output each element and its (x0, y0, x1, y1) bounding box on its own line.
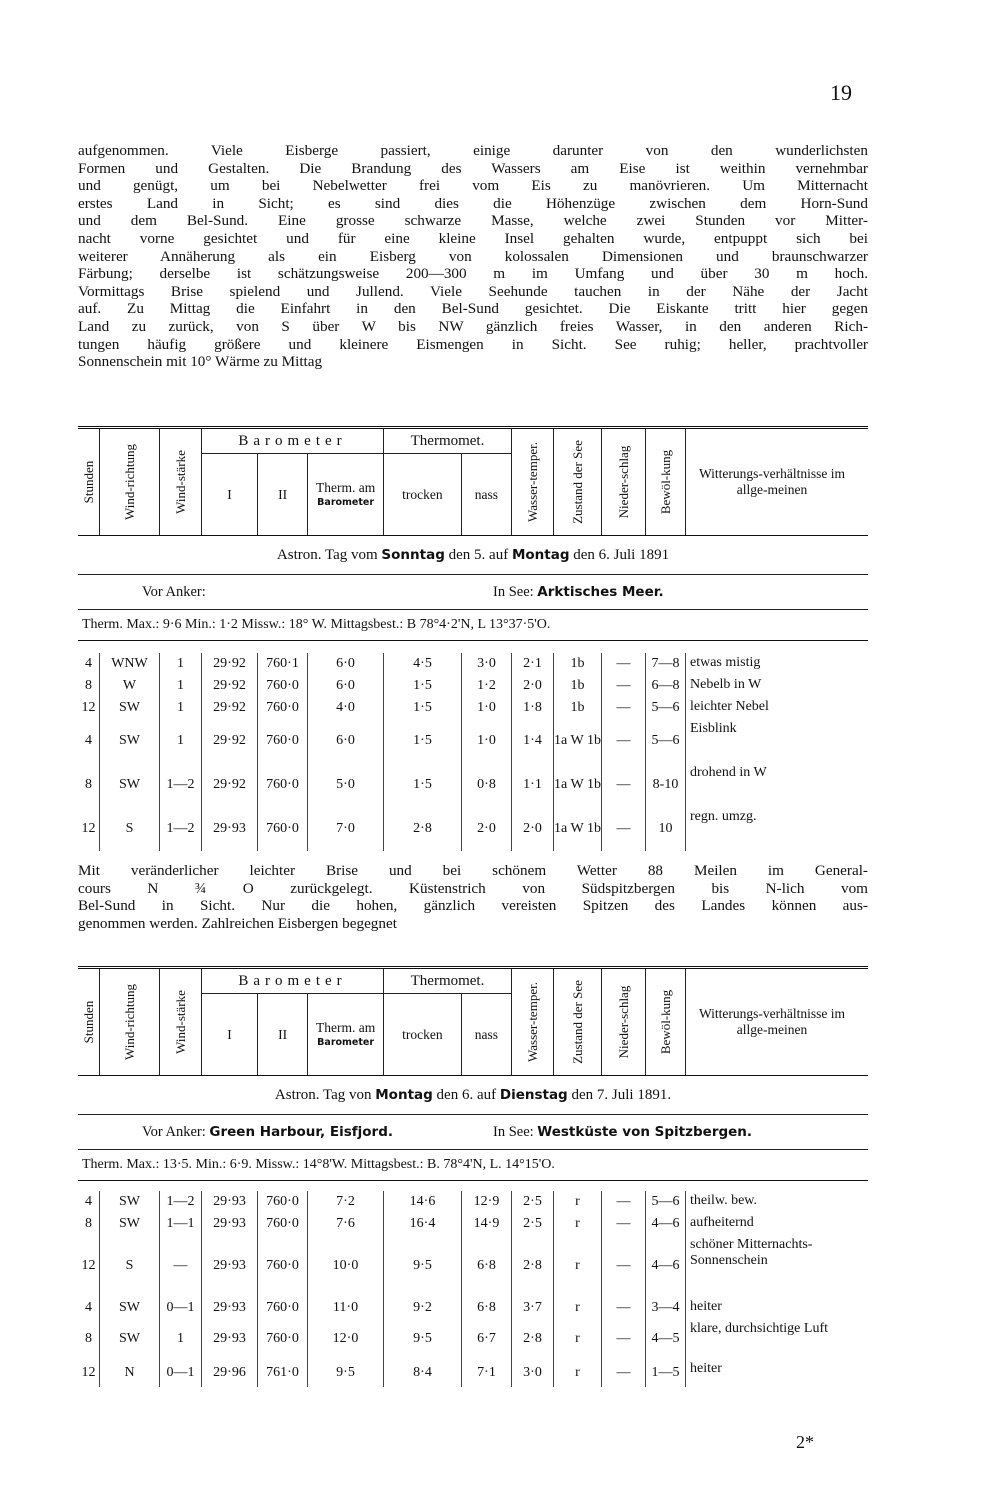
title-day-to: Dienstag (499, 1087, 568, 1103)
cell-wassertemperatur: 2·0 (512, 807, 554, 851)
cell-bewoelkung: 4—5 (646, 1319, 686, 1359)
cell-therm-am-barometer: 5·0 (308, 763, 384, 807)
cell-trocken: 1·5 (384, 719, 462, 763)
title-text: den 5. auf (444, 547, 512, 563)
cell-witterung: schöner Mitternachts-Sonnenschein (690, 1237, 813, 1268)
text-line: Mit veränderlicher leichter Brise und bei schönem Wetter 88 Meilen im General- (78, 862, 868, 879)
cell-stunde: 8 (78, 763, 100, 807)
cell-bewoelkung: 8-10 (646, 763, 686, 807)
text-line: auf. Zu Mittag die Einfahrt in den Bel-Sund gesichtet. Die Eiskante tritt hier gegen (78, 300, 868, 318)
text-line: Vormittags Brise spielend und Jullend. Viele Seehunde tauchen in der Nähe der Jacht (78, 282, 868, 300)
astron-day-title (78, 1076, 868, 1115)
cell-niederschlag: — (602, 1191, 646, 1213)
cell-niederschlag: — (602, 1213, 646, 1235)
table-row (78, 1191, 868, 1213)
cell-barometer-i: 29·92 (202, 719, 258, 763)
header-windrichtung: Wind-richtung (121, 983, 137, 1061)
cell-barometer-ii: 760·0 (258, 763, 308, 807)
sea-label: In See: (493, 1124, 538, 1140)
table-header (78, 969, 868, 1076)
table-body (78, 1181, 868, 1387)
cell-stunde: 8 (78, 1319, 100, 1359)
text-line: Sonnenschein mit 10° Wärme zu Mittag (78, 353, 323, 371)
header-baro-ii: II (258, 994, 308, 1075)
cell-stunde: 12 (78, 807, 100, 851)
anchor-value: Green Harbour, Eisfjord. (209, 1124, 393, 1140)
header-niederschlag: Nieder-schlag (615, 445, 631, 519)
cell-barometer-ii: 760·0 (258, 1235, 308, 1297)
text-line: nacht vorne gesichtet und für eine kleine Insel gehalten wurde, entpuppt sich bei (78, 229, 868, 247)
header-zustand: Zustand der See (569, 440, 585, 524)
text-line: Formen und Gestalten. Die Brandung des Wassers am Eise ist weithin vernehmbar (78, 159, 868, 177)
table-row (78, 697, 868, 719)
cell-windrichtung: SW (100, 719, 160, 763)
cell-wassertemperatur: 1·4 (512, 719, 554, 763)
cell-stunde: 12 (78, 1359, 100, 1387)
cell-windstaerke: 1—2 (160, 763, 202, 807)
header-thermomet: Thermomet. (384, 969, 511, 994)
cell-therm-am-barometer: 7·2 (308, 1191, 384, 1213)
cell-barometer-ii: 760·0 (258, 1297, 308, 1319)
cell-wassertemperatur: 3·0 (512, 1359, 554, 1387)
cell-windrichtung: S (100, 807, 160, 851)
cell-witterung: leichter Nebel (690, 699, 769, 714)
cell-barometer-i: 29·93 (202, 1191, 258, 1213)
header-wassertemper: Wasser-temper. (524, 982, 540, 1062)
header-trocken: trocken (384, 994, 462, 1075)
cell-wassertemperatur: 3·7 (512, 1297, 554, 1319)
table-row (78, 763, 868, 807)
cell-therm-am-barometer: 4·0 (308, 697, 384, 719)
header-witterung: Witterungs-verhältnisse im allge-meinen (698, 1006, 846, 1037)
cell-windstaerke: 0—1 (160, 1359, 202, 1387)
sea-label: In See: (493, 584, 538, 600)
title-text: den 6. auf (432, 1087, 500, 1103)
table-row (78, 675, 868, 697)
weather-table-july-5-6 (78, 426, 868, 851)
cell-witterung: etwas mistig (690, 655, 761, 670)
cell-wassertemperatur: 1·1 (512, 763, 554, 807)
cell-zustand-see: 1b (554, 675, 602, 697)
cell-windstaerke: 1—2 (160, 1191, 202, 1213)
text-line: aufgenommen. Viele Eisberge passiert, einige darunter von den wunderlichsten (78, 142, 868, 159)
cell-trocken: 4·5 (384, 653, 462, 675)
cell-witterung: theilw. bew. (690, 1193, 757, 1208)
header-windstaerke: Wind-stärke (172, 990, 188, 1054)
cell-trocken: 9·5 (384, 1235, 462, 1297)
cell-barometer-i: 29·92 (202, 697, 258, 719)
cell-windrichtung: SW (100, 697, 160, 719)
cell-trocken: 9·5 (384, 1319, 462, 1359)
header-zustand: Zustand der See (569, 980, 585, 1064)
header-baro-i: I (202, 994, 258, 1075)
header-niederschlag: Nieder-schlag (615, 985, 631, 1059)
cell-nass: 2·0 (462, 807, 512, 851)
cell-windstaerke: 1 (160, 653, 202, 675)
cell-zustand-see: r (554, 1235, 602, 1297)
cell-nass: 7·1 (462, 1359, 512, 1387)
cell-windstaerke: 0—1 (160, 1297, 202, 1319)
cell-bewoelkung: 5—6 (646, 1191, 686, 1213)
cell-stunde: 4 (78, 719, 100, 763)
header-baro-ii: II (258, 454, 308, 535)
text-line: genommen werden. Zahlreichen Eisbergen begegnet (78, 914, 397, 932)
cell-barometer-i: 29·93 (202, 1213, 258, 1235)
therm-summary: Therm. Max.: 13·5. Min.: 6·9. Missw.: 14°8'W. Mittagsbest.: B. 78°4'N, L. 14°15'O. (78, 1150, 868, 1181)
text-line: und genügt, um bei Nebelwetter frei vom Eis zu manövrieren. Um Mitternacht (78, 177, 868, 195)
text-line: und dem Bel-Sund. Eine grosse schwarze Masse, welche zwei Stunden vor Mitter- (78, 212, 868, 230)
cell-wassertemperatur: 2·8 (512, 1319, 554, 1359)
cell-witterung: Eisblink (690, 721, 737, 736)
cell-niederschlag: — (602, 719, 646, 763)
cell-witterung: klare, durchsichtige Luft (690, 1321, 829, 1336)
header-barometer-small: Barometer (317, 496, 375, 508)
header-trocken: trocken (384, 454, 462, 535)
anchor-row (78, 1115, 868, 1150)
cell-windstaerke: 1 (160, 1319, 202, 1359)
header-barometer: Barometer (202, 969, 383, 994)
cell-niederschlag: — (602, 1235, 646, 1297)
therm-summary: Therm. Max.: 9·6 Min.: 1·2 Missw.: 18° W. Mittagsbest.: B 78°4·2'N, L 13°37·5'O. (78, 610, 868, 641)
header-barometer: Barometer (202, 429, 383, 454)
cell-niederschlag: — (602, 763, 646, 807)
cell-stunde: 12 (78, 697, 100, 719)
cell-barometer-i: 29·93 (202, 1319, 258, 1359)
table-row (78, 1297, 868, 1319)
cell-barometer-i: 29·96 (202, 1359, 258, 1387)
cell-barometer-i: 29·93 (202, 807, 258, 851)
header-bewoelkung: Bewöl-kung (657, 989, 673, 1055)
header-therm-am: Therm. am (316, 1019, 376, 1035)
cell-wassertemperatur: 2·1 (512, 653, 554, 675)
cell-windrichtung: SW (100, 763, 160, 807)
cell-nass: 6·7 (462, 1319, 512, 1359)
cell-bewoelkung: 6—8 (646, 675, 686, 697)
cell-barometer-i: 29·93 (202, 1297, 258, 1319)
page-number: 19 (830, 80, 852, 105)
header-bewoelkung: Bewöl-kung (657, 449, 673, 515)
cell-therm-am-barometer: 6·0 (308, 675, 384, 697)
cell-witterung: regn. umzg. (690, 809, 757, 824)
cell-nass: 12·9 (462, 1191, 512, 1213)
cell-bewoelkung: 5—6 (646, 697, 686, 719)
cell-windstaerke: 1—1 (160, 1213, 202, 1235)
cell-zustand-see: r (554, 1319, 602, 1359)
cell-niederschlag: — (602, 1359, 646, 1387)
cell-trocken: 8·4 (384, 1359, 462, 1387)
cell-zustand-see: 1b (554, 653, 602, 675)
signature-mark: 2* (796, 1432, 814, 1452)
table-row (78, 1359, 868, 1387)
summary-paragraph (78, 862, 868, 932)
cell-barometer-i: 29·93 (202, 1235, 258, 1297)
cell-zustand-see: 1a W 1b (554, 807, 602, 851)
cell-barometer-ii: 760·0 (258, 1191, 308, 1213)
title-day-from: Montag (375, 1087, 433, 1103)
cell-windrichtung: N (100, 1359, 160, 1387)
cell-therm-am-barometer: 10·0 (308, 1235, 384, 1297)
cell-bewoelkung: 3—4 (646, 1297, 686, 1319)
cell-trocken: 1·5 (384, 697, 462, 719)
header-baro-i: I (202, 454, 258, 535)
cell-zustand-see: 1a W 1b (554, 763, 602, 807)
cell-windstaerke: 1 (160, 675, 202, 697)
anchor-row (78, 575, 868, 610)
cell-bewoelkung: 7—8 (646, 653, 686, 675)
title-day-from: Sonntag (381, 547, 445, 563)
cell-barometer-ii: 760·0 (258, 719, 308, 763)
cell-niederschlag: — (602, 1319, 646, 1359)
cell-trocken: 14·6 (384, 1191, 462, 1213)
cell-windstaerke: 1 (160, 697, 202, 719)
cell-barometer-i: 29·92 (202, 653, 258, 675)
weather-table-july-6-7 (78, 966, 868, 1387)
cell-niederschlag: — (602, 807, 646, 851)
table-row (78, 807, 868, 851)
cell-bewoelkung: 1—5 (646, 1359, 686, 1387)
cell-nass: 0·8 (462, 763, 512, 807)
cell-windrichtung: S (100, 1235, 160, 1297)
cell-stunde: 8 (78, 675, 100, 697)
text-line: erstes Land in Sicht; es sind dies die Höhenzüge zwischen dem Horn-Sund (78, 194, 868, 212)
text-line: Bel-Sund in Sicht. Nur die hohen, gänzlich vereisten Spitzen des Landes können aus- (78, 897, 868, 915)
cell-niederschlag: — (602, 697, 646, 719)
header-windrichtung: Wind-richtung (121, 443, 137, 521)
cell-windrichtung: SW (100, 1191, 160, 1213)
cell-windrichtung: SW (100, 1297, 160, 1319)
cell-windrichtung: SW (100, 1213, 160, 1235)
cell-stunde: 4 (78, 653, 100, 675)
cell-nass: 1·2 (462, 675, 512, 697)
cell-windstaerke: 1—2 (160, 807, 202, 851)
cell-stunde: 12 (78, 1235, 100, 1297)
cell-therm-am-barometer: 7·0 (308, 807, 384, 851)
cell-barometer-i: 29·92 (202, 763, 258, 807)
astron-day-title (78, 536, 868, 575)
cell-zustand-see: r (554, 1359, 602, 1387)
cell-stunde: 4 (78, 1191, 100, 1213)
cell-windstaerke: 1 (160, 719, 202, 763)
table-header (78, 429, 868, 536)
header-stunden: Stunden (80, 1000, 96, 1044)
cell-barometer-ii: 760·0 (258, 1213, 308, 1235)
cell-trocken: 16·4 (384, 1213, 462, 1235)
sea-value: Arktisches Meer. (537, 584, 664, 600)
text-line: Land zu zurück, von S über W bis NW gänzlich freies Wasser, in den anderen Rich- (78, 317, 868, 335)
text-line: tungen häufig größere und kleinere Eismengen in Sicht. See ruhig; heller, prachtvoller (78, 335, 868, 353)
cell-bewoelkung: 4—6 (646, 1235, 686, 1297)
cell-therm-am-barometer: 6·0 (308, 653, 384, 675)
cell-wassertemperatur: 2·5 (512, 1191, 554, 1213)
cell-niederschlag: — (602, 653, 646, 675)
cell-therm-am-barometer: 7·6 (308, 1213, 384, 1235)
cell-stunde: 8 (78, 1213, 100, 1235)
cell-zustand-see: r (554, 1191, 602, 1213)
cell-wassertemperatur: 2·0 (512, 675, 554, 697)
cell-zustand-see: 1b (554, 697, 602, 719)
cell-witterung: Nebelb in W (690, 677, 762, 692)
cell-niederschlag: — (602, 675, 646, 697)
cell-barometer-ii: 760·0 (258, 807, 308, 851)
header-thermomet: Thermomet. (384, 429, 511, 454)
cell-therm-am-barometer: 11·0 (308, 1297, 384, 1319)
cell-nass: 6·8 (462, 1235, 512, 1297)
title-text: Astron. Tag von (274, 1087, 376, 1103)
header-wassertemper: Wasser-temper. (524, 442, 540, 522)
intro-paragraph (78, 142, 868, 371)
cell-zustand-see: r (554, 1297, 602, 1319)
table-row (78, 653, 868, 675)
cell-nass: 6·8 (462, 1297, 512, 1319)
cell-windstaerke: — (160, 1235, 202, 1297)
cell-barometer-ii: 760·0 (258, 1319, 308, 1359)
cell-trocken: 9·2 (384, 1297, 462, 1319)
cell-witterung: aufheiternd (690, 1215, 754, 1230)
cell-barometer-ii: 761·0 (258, 1359, 308, 1387)
cell-zustand-see: r (554, 1213, 602, 1235)
sea-value: Westküste von Spitzbergen. (537, 1124, 753, 1140)
table-row (78, 1213, 868, 1235)
title-day-to: Montag (511, 547, 570, 563)
header-windstaerke: Wind-stärke (172, 450, 188, 514)
table-row (78, 1235, 868, 1297)
header-stunden: Stunden (80, 460, 96, 504)
text-line: Färbung; derselbe ist schätzungsweise 200—300 m im Umfang und über 30 m hoch. (78, 265, 868, 283)
anchor-label: Vor Anker: (142, 1124, 210, 1140)
cell-witterung: heiter (690, 1299, 722, 1314)
cell-barometer-ii: 760·1 (258, 653, 308, 675)
cell-trocken: 2·8 (384, 807, 462, 851)
cell-witterung: drohend in W (690, 765, 767, 780)
header-nass: nass (474, 1027, 499, 1042)
cell-stunde: 4 (78, 1297, 100, 1319)
cell-wassertemperatur: 2·5 (512, 1213, 554, 1235)
header-barometer-small: Barometer (317, 1036, 375, 1048)
cell-therm-am-barometer: 12·0 (308, 1319, 384, 1359)
cell-therm-am-barometer: 6·0 (308, 719, 384, 763)
cell-witterung: heiter (690, 1361, 722, 1376)
cell-wassertemperatur: 2·8 (512, 1235, 554, 1297)
header-witterung: Witterungs-verhältnisse im allge-meinen (698, 466, 846, 497)
text-line: cours N ¾ O zurückgelegt. Küstenstrich von Südspitzbergen bis N-lich vom (78, 879, 868, 897)
header-nass: nass (474, 487, 499, 502)
cell-bewoelkung: 10 (646, 807, 686, 851)
cell-windrichtung: SW (100, 1319, 160, 1359)
table-body (78, 641, 868, 851)
title-text: Astron. Tag vom (276, 547, 382, 563)
title-text: den 6. Juli 1891 (569, 547, 670, 563)
anchor-label: Vor Anker: (142, 584, 206, 600)
cell-trocken: 1·5 (384, 763, 462, 807)
header-therm-am: Therm. am (316, 479, 376, 495)
cell-nass: 3·0 (462, 653, 512, 675)
cell-wassertemperatur: 1·8 (512, 697, 554, 719)
text-line: weiterer Annäherung als ein Eisberg von kolossalen Dimensionen und braunschwarzer (78, 247, 868, 265)
cell-nass: 1·0 (462, 697, 512, 719)
cell-therm-am-barometer: 9·5 (308, 1359, 384, 1387)
cell-windrichtung: WNW (100, 653, 160, 675)
cell-nass: 1·0 (462, 719, 512, 763)
cell-windrichtung: W (100, 675, 160, 697)
cell-barometer-ii: 760·0 (258, 697, 308, 719)
cell-nass: 14·9 (462, 1213, 512, 1235)
title-text: den 7. Juli 1891. (567, 1087, 672, 1103)
table-row (78, 719, 868, 763)
cell-bewoelkung: 4—6 (646, 1213, 686, 1235)
cell-bewoelkung: 5—6 (646, 719, 686, 763)
cell-barometer-ii: 760·0 (258, 675, 308, 697)
table-row (78, 1319, 868, 1359)
cell-zustand-see: 1a W 1b (554, 719, 602, 763)
cell-barometer-i: 29·92 (202, 675, 258, 697)
cell-trocken: 1·5 (384, 675, 462, 697)
cell-niederschlag: — (602, 1297, 646, 1319)
